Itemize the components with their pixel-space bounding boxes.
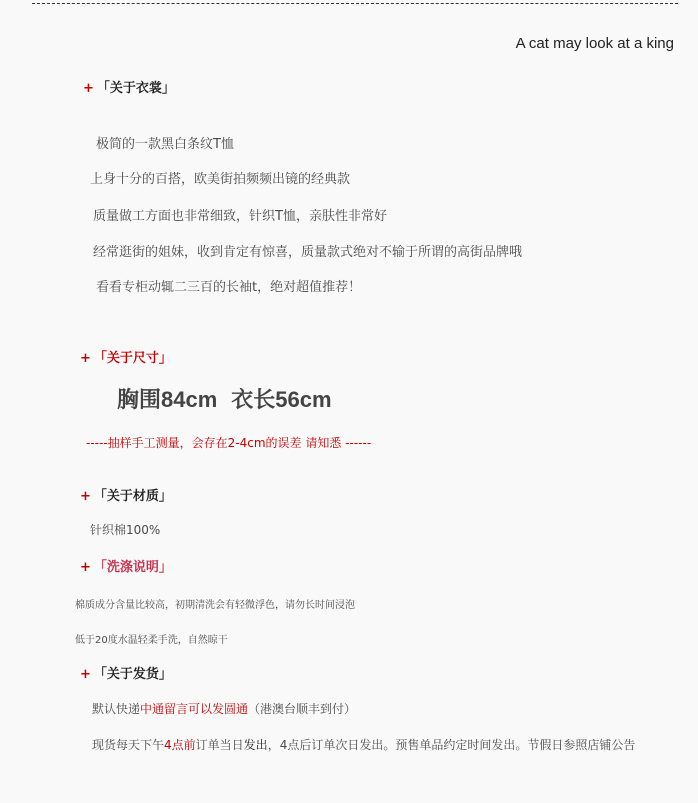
- size-note: -----抽样手工测量，会存在2-4cm的误差 请知悉 ------: [86, 436, 372, 450]
- washing-line-1: 棉质成分含量比较高，初期清洗会有轻微浮色，请勿长时间浸泡: [75, 600, 355, 611]
- clothes-line-2: 上身十分的百搭，欧美街拍频频出镜的经典款: [90, 172, 351, 187]
- plus-icon: +: [80, 489, 91, 504]
- material-text: 针织棉100%: [90, 523, 161, 537]
- section-title-clothes: + 「关于衣裳」: [83, 81, 175, 96]
- section-title-shipping: + 「关于发货」: [80, 667, 172, 682]
- time-highlight: 4点前: [164, 738, 196, 752]
- tagline: A cat may look at a king: [515, 35, 674, 52]
- washing-line-2: 低于20度水温轻柔手洗，自然晾干: [75, 635, 228, 646]
- clothes-line-5: 看看专柜动辄二三百的长袖t，绝对超值推荐！: [96, 280, 362, 295]
- shipping-line-1: 默认快递中通留言可以发圆通（港澳台顺丰到付）: [92, 702, 357, 716]
- section-title-size: + 「关于尺寸」: [80, 351, 172, 366]
- express-highlight: 中通留言可以发圆通: [140, 702, 249, 716]
- section-title-washing: + 「洗涤说明」: [80, 560, 172, 575]
- clothes-line-4: 经常逛街的姐妹，收到肯定有惊喜，质量款式绝对不输于所谓的高街品牌哦: [93, 245, 523, 260]
- plus-icon: +: [80, 351, 91, 366]
- section-title-material: + 「关于材质」: [80, 489, 172, 504]
- shipping-line-2: 现货每天下午4点前订单当日发出，4点后订单次日发出。预售单品约定时间发出。节假日参照店铺公告: [92, 738, 636, 752]
- length-size: 衣长56cm: [231, 387, 332, 412]
- clothes-line-3: 质量做工方面也非常细致，针织T恤，亲肤性非常好: [93, 209, 387, 224]
- top-dashed-divider: [32, 3, 678, 4]
- chest-size: 胸围84cm: [117, 387, 218, 412]
- plus-icon: +: [83, 81, 94, 96]
- size-measurements: [117, 383, 332, 414]
- plus-icon: +: [80, 667, 91, 682]
- plus-icon: +: [80, 560, 91, 575]
- clothes-line-1: 极简的一款黑白条纹T恤: [96, 137, 234, 152]
